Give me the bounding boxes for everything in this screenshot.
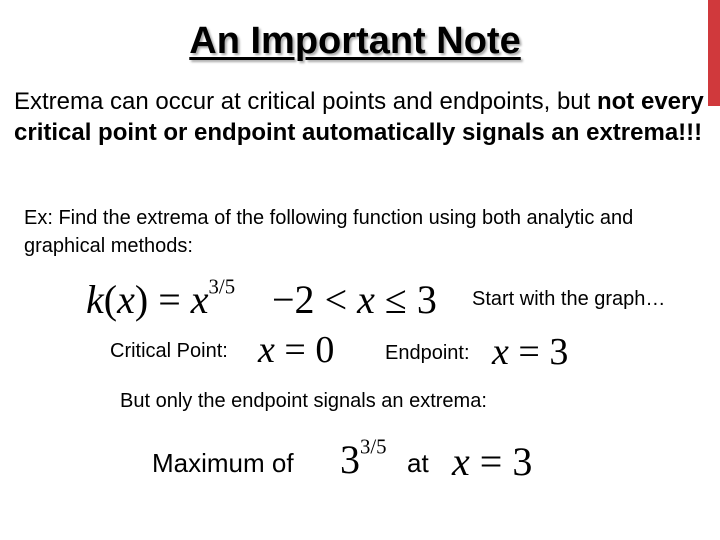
maximum-exponent: 3/5 [360,435,387,459]
domain-inequality [272,276,437,323]
domain-lower-op: < [314,277,358,322]
critical-point-var: x [258,329,275,371]
function-open-paren: ( [103,277,118,322]
endpoint-equals: = [508,331,550,373]
function-argument: x [117,277,135,322]
endpoint-equation [492,330,568,374]
maximum-base: 3 [340,437,360,482]
slide-title: An Important Note [189,20,521,62]
function-equals: = [148,277,191,322]
function-close-paren: ) [134,277,149,322]
maximum-location-value: 3 [512,439,533,484]
intro-paragraph [14,86,704,148]
maximum-location [452,438,532,485]
domain-upper: 3 [416,277,437,322]
domain-lower: −2 [272,277,315,322]
domain-var: x [357,277,375,322]
domain-upper-op: ≤ [374,277,417,322]
intro-emphasis: not every critical point or endpoint automatically signals an extrema!!! [14,88,704,146]
maximum-equals: = [469,439,513,484]
endpoint-label: Endpoint: [385,342,470,364]
intro-text: Extrema can occur at critical points and endpoints, but [14,88,597,115]
maximum-label: Maximum of [152,448,294,478]
function-exponent: 3/5 [208,275,236,299]
critical-point-label: Critical Point: [110,340,228,362]
critical-point-equation [258,328,334,372]
maximum-at-label: at [407,448,429,478]
endpoint-value: 3 [549,331,569,373]
graph-hint: Start with the graph… [472,288,666,310]
conclusion-text: But only the endpoint signals an extrema: [120,390,487,412]
critical-point-value: 0 [315,329,335,371]
example-prompt: Ex: Find the extrema of the following function using both analytic and graphical methods: [24,207,634,257]
function-base: x [190,277,209,322]
function-name: k [86,277,104,322]
function-definition [86,276,235,323]
maximum-value [340,436,387,483]
critical-point-equals: = [274,329,316,371]
endpoint-var: x [492,331,509,373]
maximum-var: x [452,439,470,484]
